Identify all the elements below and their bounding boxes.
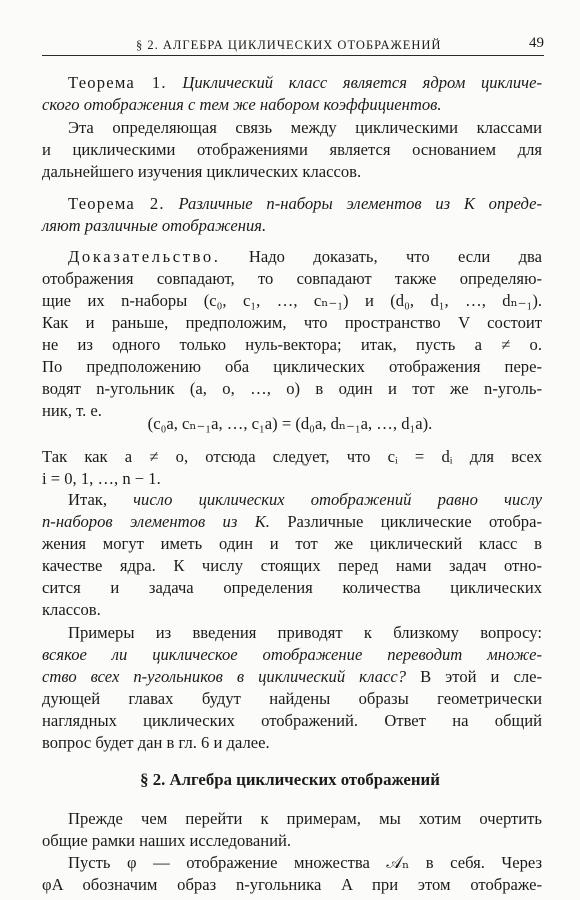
para-last-line: φA обозначим образ n-угольника A при этом отображе- xyxy=(42,875,542,894)
running-head-title: § 2. АЛГЕБРА ЦИКЛИЧЕСКИХ ОТОБРАЖЕНИЙ xyxy=(136,38,442,52)
proof-line1 xyxy=(42,246,542,268)
para-examples-line: наглядных циклических отображений. Ответ на общий xyxy=(42,711,542,730)
para-itak-line2 xyxy=(42,511,542,533)
para-intro-line: общие рамки наших исследований. xyxy=(42,831,292,850)
para-def-line: и циклическими отображениями является основанием для xyxy=(42,140,542,159)
para-itak-line1 xyxy=(42,489,542,511)
para-itak-line2-italic: n-наборов элементов из K. xyxy=(42,512,270,531)
para-itak-line: качестве ядра. К числу стоящих перед нами задач отно- xyxy=(42,556,542,575)
para-examples-line2: всякое ли циклическое отображение переводит множе- xyxy=(42,645,542,664)
para-intro-line: Прежде чем перейти к примерам, мы хотим очертить xyxy=(68,809,542,828)
theorem2-line1 xyxy=(42,193,542,215)
proof-line: водят n-угольник (a, o, …, o) в один и тот же n-уголь- xyxy=(42,379,542,398)
para-examples-line1: Примеры из введения приводят к близкому вопросу: xyxy=(68,623,542,642)
display-formula: (c₀a, cₙ₋₁a, …, c₁a) = (d₀a, dₙ₋₁a, …, d₁a). xyxy=(147,414,433,433)
proof-line: По предположению оба циклических отображения пере- xyxy=(42,357,542,376)
para-itak-line2-rest: Различные циклические отобра- xyxy=(287,512,542,531)
proof-after-line: Так как a ≠ o, отсюда следует, что cᵢ = dᵢ для всех xyxy=(42,447,542,466)
para-itak-start: Итак, xyxy=(68,490,108,509)
para-examples-line: дующей главах будут найдены образы геометрически xyxy=(42,689,542,708)
para-itak-line: сится и задача определения количества циклических xyxy=(42,578,542,597)
running-head xyxy=(42,31,544,56)
theorem1-text-1: Циклический класс является ядром цикличе- xyxy=(182,73,542,92)
para-examples-line3 xyxy=(42,666,542,688)
theorem1-line2: ского отображения с тем же набором коэффициентов. xyxy=(42,95,442,114)
theorem1-label: Теорема 1. xyxy=(68,73,167,92)
para-def-line: Эта определяющая связь между циклическими классами xyxy=(68,118,542,137)
theorem1-line1 xyxy=(42,72,542,94)
proof-after-line: i = 0, 1, …, n − 1. xyxy=(42,469,161,488)
para-itak-line: жения могут иметь один и тот же циклический класс в xyxy=(42,534,542,553)
proof-line: Как и раньше, предположим, что пространство V состоит xyxy=(42,313,542,332)
proof-line: не из одного только нуль-вектора; итак, пусть a ≠ o. xyxy=(42,335,542,354)
proof-line: отображения совпадают, то совпадают также определяю- xyxy=(42,269,542,288)
proof-line: ник, т. е. xyxy=(42,401,102,420)
section-heading: § 2. Алгебра циклических отображений xyxy=(140,770,440,789)
para-examples-line3-rest: В этой и сле- xyxy=(420,667,542,686)
para-examples-line: вопрос будет дан в гл. 6 и далее. xyxy=(42,733,270,752)
proof-line: щие их n-наборы (c₀, c₁, …, cₙ₋₁) и (d₀, d₁, …, dₙ₋₁). xyxy=(42,291,542,310)
theorem2-label: Теорема 2. xyxy=(68,194,165,213)
para-itak-italic: число циклических отображений равно числу xyxy=(133,490,542,509)
para-last-line: Пусть φ — отображение множества 𝒜ₙ в себя. Через xyxy=(68,853,542,872)
theorem2-line2: ляют различные отображения. xyxy=(42,216,267,235)
proof-label: Доказательство. xyxy=(68,247,221,266)
para-def-line: дальнейшего изучения циклических классов. xyxy=(42,162,362,181)
para-itak-line: классов. xyxy=(42,600,101,619)
para-examples-line3-italic: ство всех n-угольников в циклический класс? xyxy=(42,667,407,686)
proof-line1-rest: Надо доказать, что если два xyxy=(248,247,542,266)
page-number: 49 xyxy=(529,35,544,51)
theorem2-text-1: Различные n-наборы элементов из K опреде- xyxy=(178,194,542,213)
